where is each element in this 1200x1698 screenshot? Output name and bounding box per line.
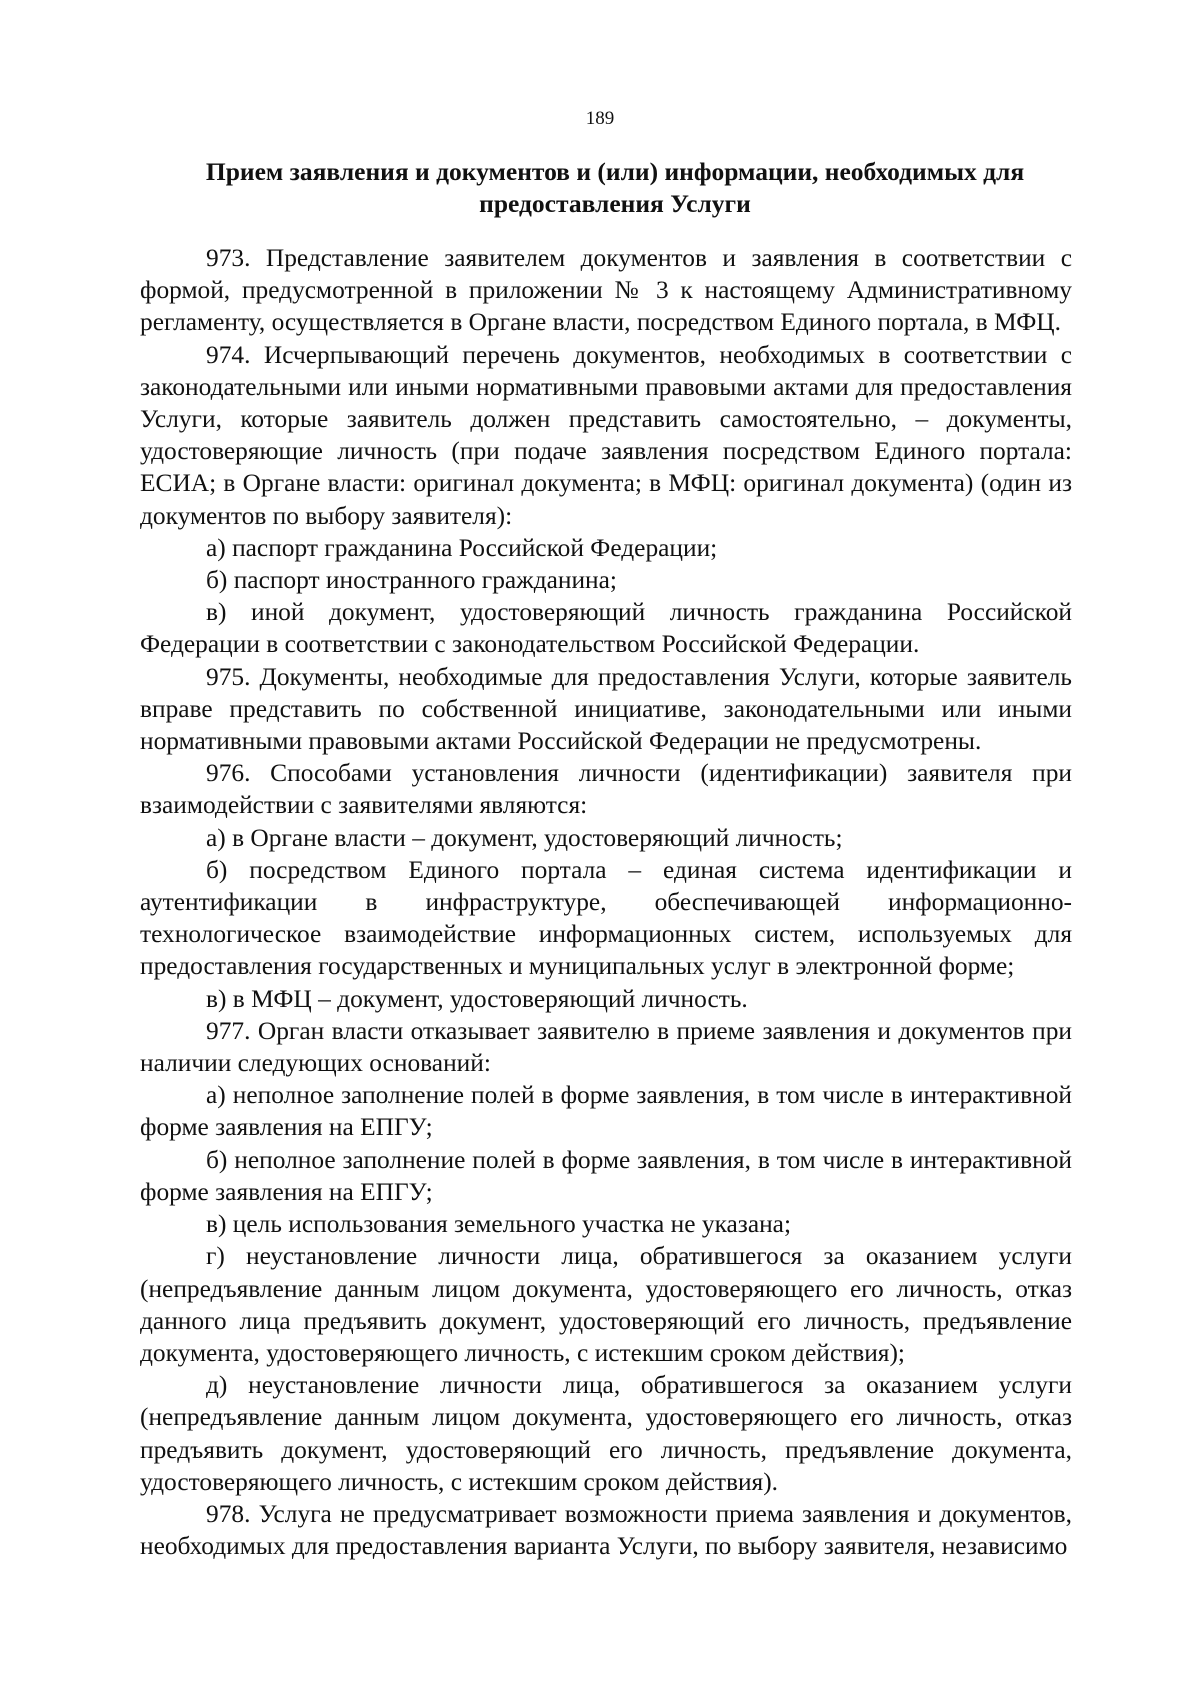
list-item-974-a: а) паспорт гражданина Российской Федерации; <box>206 533 718 562</box>
list-item-974-v: в) иной документ, удостоверяющий личность гражданина Российской Федерации в соответствии с законодательством Российской Федерации. <box>140 598 1072 659</box>
paragraph-973: 973. Представление заявителем документов и заявления в соответствии с формой, предусмотренной в приложении № 3 к настоящему Административному регламенту, осуществляется в Органе власти, посредством Единого портала, в МФЦ. <box>140 244 1072 337</box>
list-item-977-d: д) неустановление личности лица, обратившегося за оказанием услуги (непредъявление данным лицом документа, удостоверяющего его личность, отказ предъявить документ, удостоверяющий его личность, предъявление документа, удостоверяющего личность, с истекшим сроком действия). <box>140 1371 1072 1496</box>
list-item-977-a: а) неполное заполнение полей в форме заявления, в том числе в интерактивной форме заявления на ЕПГУ; <box>140 1081 1072 1142</box>
paragraph-974: 974. Исчерпывающий перечень документов, необходимых в соответствии с законодательными или иными нормативными правовыми актами для предоставления Услуги, которые заявитель должен представить самостоятельно, – документы, удостоверяющие личность (при подаче заявления посредством Единого портала: ЕСИА; в Органе власти: оригинал документа; в МФЦ: оригинал документа) (один из документов по выбору заявителя): <box>140 340 1072 530</box>
list-item-976-b: б) посредством Единого портала – единая система идентификации и аутентификации в инфраструктуре, обеспечивающей информационно-технологическое взаимодействие информационных систем, используемых для предоставления государственных и муниципальных услуг в электронной форме; <box>140 855 1072 981</box>
page-number: 189 <box>585 108 615 129</box>
section-title: Прием заявления и документов и (или) информации, необходимых для предоставления Услуги <box>205 157 1025 218</box>
list-item-977-v: в) цель использования земельного участка не указана; <box>206 1210 792 1239</box>
body-text <box>140 242 1072 1562</box>
list-item-977-g: г) неустановление личности лица, обратившегося за оказанием услуги (непредъявление данным лицом документа, удостоверяющего его личность, отказ данного лица предъявить документ, удостоверяющий его личность, предъявление документа, удостоверяющего личность, с истекшим сроком действия); <box>140 1242 1072 1367</box>
paragraph-976: 976. Способами установления личности (идентификации) заявителя при взаимодействии с заявителями являются: <box>140 759 1072 820</box>
paragraph-977: 977. Орган власти отказывает заявителю в приеме заявления и документов при наличии следующих оснований: <box>140 1016 1072 1078</box>
list-item-976-v: в) в МФЦ – документ, удостоверяющий личность. <box>206 984 748 1013</box>
paragraph-978: 978. Услуга не предусматривает возможности приема заявления и документов, необходимых для предоставления варианта Услуги, по выбору заявителя, независимо <box>140 1499 1072 1561</box>
list-item-977-b: б) неполное заполнение полей в форме заявления, в том числе в интерактивной форме заявления на ЕПГУ; <box>140 1145 1072 1206</box>
list-item-974-b: б) паспорт иностранного гражданина; <box>206 566 617 595</box>
list-item-976-a: а) в Органе власти – документ, удостоверяющий личность; <box>206 823 843 852</box>
paragraph-975: 975. Документы, необходимые для предоставления Услуги, которые заявитель вправе представить по собственной инициативе, законодательными или иными нормативными правовыми актами Российской Федерации не предусмотрены. <box>140 662 1072 756</box>
